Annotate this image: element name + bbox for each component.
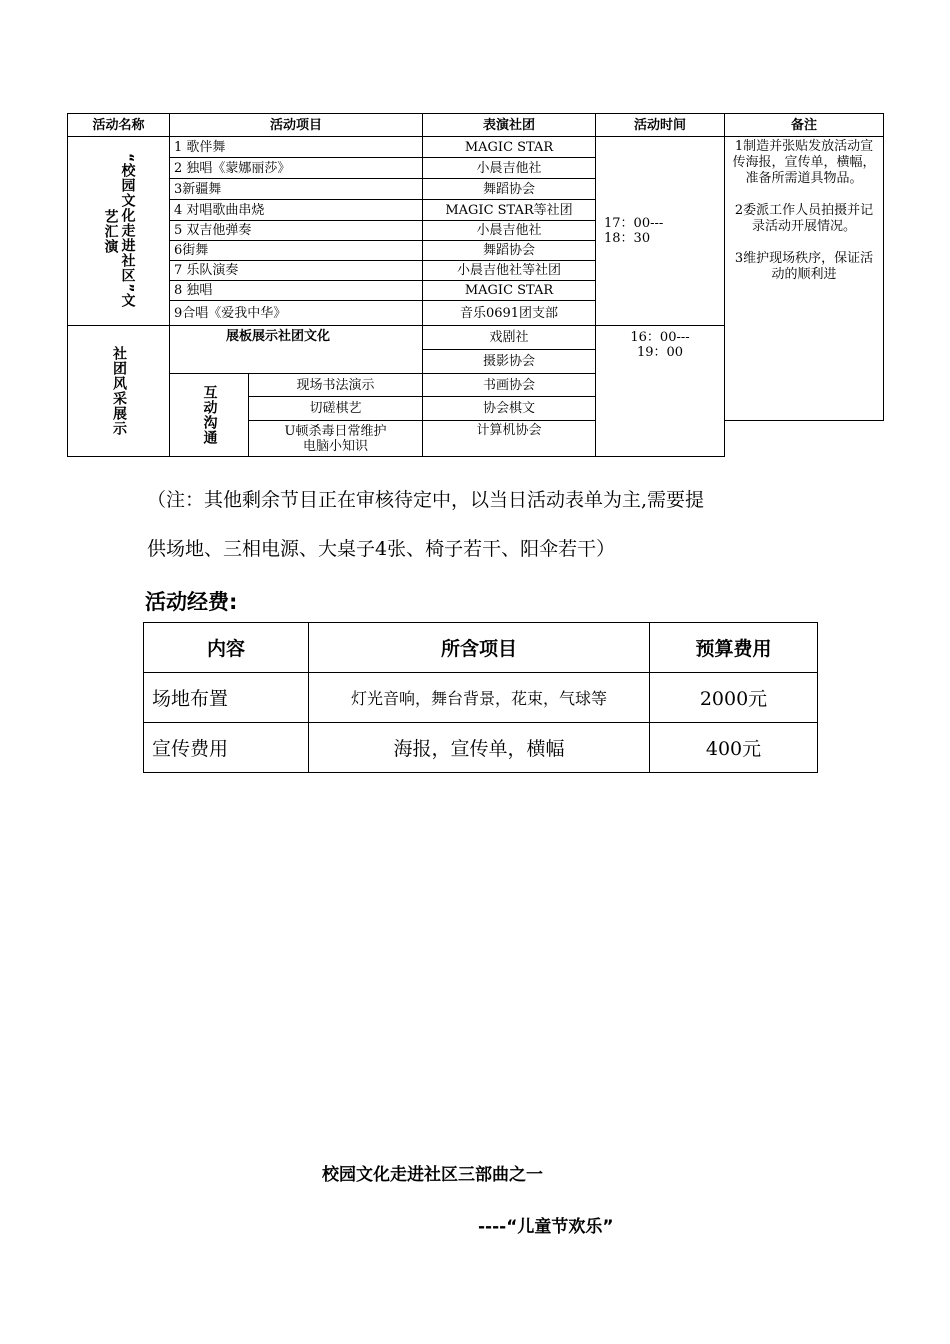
budget-header-content: 内容 <box>144 623 309 673</box>
group-6: 舞蹈协会 <box>423 241 596 261</box>
group-3: 舞蹈协会 <box>423 179 596 200</box>
budget-content-2: 宣传费用 <box>144 723 309 773</box>
budget-cost-1: 2000元 <box>650 673 818 723</box>
note-line-2: 供场地、三相电源、大桌子4张、椅子若干、阳伞若干） <box>147 538 616 560</box>
budget-items-2: 海报，宣传单，横幅 <box>309 723 650 773</box>
interactive-program-3: U顿杀毒日常维护 电脑小知识 <box>249 421 423 457</box>
section1-name-cell <box>68 137 170 326</box>
interactive-label: 互动沟通 <box>201 385 218 445</box>
program-3: 3新疆舞 <box>170 179 423 200</box>
header-activity-item: 活动项目 <box>170 114 423 137</box>
budget-header-row <box>144 623 818 673</box>
header-activity-name: 活动名称 <box>68 114 170 137</box>
section2-name: 社团风采展示 <box>111 346 127 436</box>
group-2: 小晨吉他社 <box>423 158 596 179</box>
group-5: 小晨吉他社 <box>423 221 596 241</box>
program-1: 1 歌伴舞 <box>170 137 423 158</box>
schedule-header-row <box>68 114 884 137</box>
interactive-group-3: 计算机协会 <box>423 421 596 457</box>
section1-time: 17：00--- 18：30 <box>596 137 725 326</box>
display-label: 展板展示社团文化 <box>170 326 423 374</box>
display-group-1: 戏剧社 <box>423 326 596 350</box>
table-row <box>144 723 818 773</box>
interactive-program-2: 切磋棋艺 <box>249 397 423 421</box>
section2-time: 16：00--- 19：00 <box>596 326 725 457</box>
note-line-1: （注：其他剩余节目正在审核待定中，以当日活动表单为主,需要提 <box>147 489 705 511</box>
display-group-2: 摄影协会 <box>423 350 596 374</box>
program-5: 5 双吉他弹奏 <box>170 221 423 241</box>
program-6: 6街舞 <box>170 241 423 261</box>
footer-subtitle: ----“儿童节欢乐” <box>478 1217 614 1237</box>
group-4: MAGIC STAR等社团 <box>423 200 596 221</box>
section2-name-cell <box>68 326 170 457</box>
program-7: 7 乐队演奏 <box>170 261 423 281</box>
budget-items-1: 灯光音响，舞台背景，花束，气球等 <box>309 673 650 723</box>
header-performing-group: 表演社团 <box>423 114 596 137</box>
budget-cost-2: 400元 <box>650 723 818 773</box>
program-9: 9合唱《爱我中华》 <box>170 301 423 326</box>
group-9: 音乐0691团支部 <box>423 301 596 326</box>
budget-content-1: 场地布置 <box>144 673 309 723</box>
group-7: 小晨吉他社等社团 <box>423 261 596 281</box>
group-1: MAGIC STAR <box>423 137 596 158</box>
budget-header-cost: 预算费用 <box>650 623 818 673</box>
interactive-group-2: 协会棋文 <box>423 397 596 421</box>
table-row <box>144 673 818 723</box>
footer-title: 校园文化走进社区三部曲之一 <box>322 1165 543 1185</box>
budget-title: 活动经费: <box>145 590 238 614</box>
program-8: 8 独唱 <box>170 281 423 301</box>
interactive-group-1: 书画协会 <box>423 374 596 397</box>
header-remarks: 备注 <box>725 114 884 137</box>
table-row <box>68 137 884 158</box>
remarks: 1制造并张贴发放活动宣传海报，宣传单，横幅，准备所需道具物品。 2委派工作人员拍摄并记录活动开展情况。 3维护现场秩序，保证活动的顺利进 <box>725 137 884 421</box>
budget-header-items: 所含项目 <box>309 623 650 673</box>
budget-table <box>143 622 818 773</box>
schedule-table <box>67 113 884 457</box>
program-4: 4 对唱歌曲串烧 <box>170 200 423 221</box>
interactive-program-1: 现场书法演示 <box>249 374 423 397</box>
interactive-label-cell <box>170 374 249 457</box>
section1-name: “校园文化走进社区”文艺汇演 <box>102 153 136 309</box>
program-2: 2 独唱《蒙娜丽莎》 <box>170 158 423 179</box>
group-8: MAGIC STAR <box>423 281 596 301</box>
header-activity-time: 活动时间 <box>596 114 725 137</box>
